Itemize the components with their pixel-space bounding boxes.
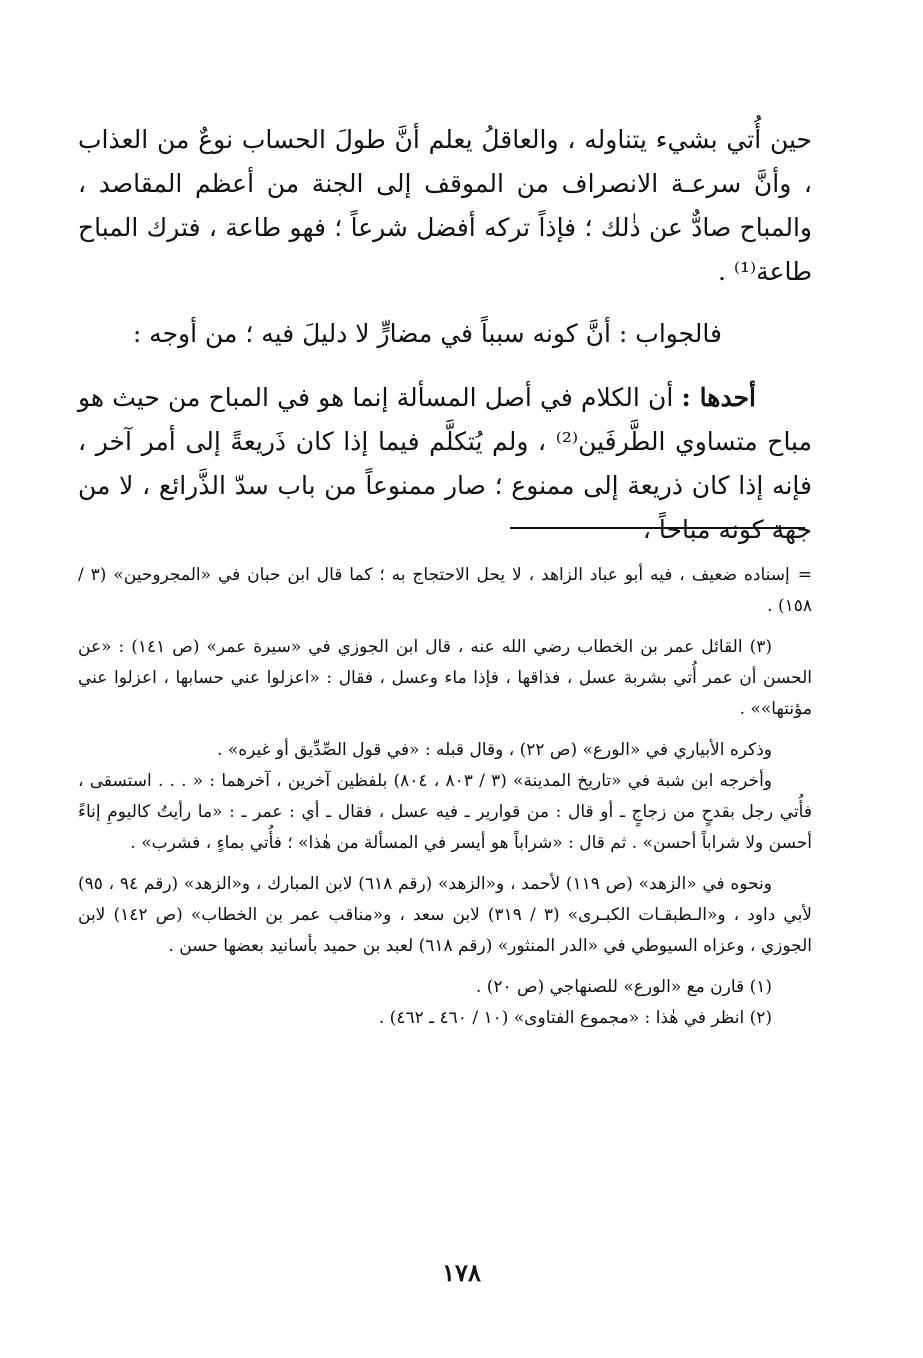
footnote-3-mention: وذكره الأبياري في «الورع» (ص ٢٢) ، وقال قبله : «في قول الصِّدِّيق أو غيره» . bbox=[217, 740, 772, 760]
footnote-3-ibn-shabba: وأخرجه ابن شبة في «تاريخ المدينة» (٣ / ٨٠٣ ، ٨٠٤) بلفظين آخرين ، آخرهما : « . . . استسقى ، فأُتي رجل بقدحٍ من زجاجٍ ـ أو قال : من قوارير ـ فيه عسل ، فقال ـ أي : عمر ـ : «ما رأيتُ كاليومِ إناءً أحسن ولا شراباً أحسن» . ثم قال : «شراباً هو أيسر في المسألة من هٰذا» ؛ فأُتي بماءٍ ، فشرب» . bbox=[78, 771, 812, 853]
first-aspect-lead: أحدها : bbox=[681, 383, 756, 412]
footnote-1: (١) قارن مع «الورع» للصنهاجي (ص ٢٠) . bbox=[475, 977, 772, 997]
footnote-3-similar: ونحوه في «الزهد» (ص ١١٩) لأحمد ، و«الزهد» (رقم ٦١٨) لابن المبارك ، و«الزهد» (رقم ٩٤ ، ٩٥) لأبي داود ، و«الـطبقـات الكبـرى» (٣ / ٣١٩) لابن سعد ، و«مناقب عمر بن الخطاب» (ص ١٤٢) لابن الجوزي ، وعزاه السيوطي في «الدر المنثور» (رقم ٦١٨) لعبد بن حميد بأسانيد بعضها حسن . bbox=[78, 874, 812, 956]
main-text bbox=[78, 118, 812, 552]
paragraph-1: حين أُتي بشيء يتناوله ، والعاقلُ يعلم أنَّ طولَ الحساب نوعٌ من العذاب ، وأنَّ سرعـة الانصراف من الموقف إلى الجنة من أعظم المقاصد ، والمباح صادٌّ عن ذٰلك ؛ فإذاً تركه أفضل شرعاً ؛ فهو طاعة ، فترك المباح طاعة⁽¹⁾ . bbox=[78, 125, 812, 286]
footnote-2: (٢) انظر في هٰذا : «مجموع الفتاوى» (١٠ / ٤٦٠ ـ ٤٦٢) . bbox=[378, 1008, 772, 1028]
footnotes bbox=[78, 560, 812, 1034]
footnote-3: (٣) القائل عمر بن الخطاب رضي الله عنه ، قال ابن الجوزي في «سيرة عمر» (ص ١٤١) : «عن الحسن أن عمر أُتي بشربة عسل ، فذاقها ، فإذا ماء وعسل ، فقال : «اعزلوا عني حسابها ، اعزلوا عني مؤنتها»» . bbox=[78, 637, 812, 719]
footnote-continuation-text: إسناده ضعيف ، فيه أبو عباد الزاهد ، لا يحل الاحتجاج به ؛ كما قال ابن حبان في «المجروحين» (٣ / ١٥٨) . bbox=[78, 565, 812, 616]
footnote-continuation bbox=[78, 560, 812, 622]
paragraph-first-aspect bbox=[78, 376, 812, 552]
continuation-marker: = bbox=[797, 565, 812, 585]
paragraph-answer: فالجواب : أنَّ كونه سبباً في مضارٍّ لا دليلَ فيه ؛ من أوجه : bbox=[132, 319, 722, 348]
page-number: ١٧٨ bbox=[442, 1258, 481, 1287]
footnote-separator bbox=[510, 527, 805, 529]
first-aspect-text: أن الكلام في أصل المسألة إنما هو في المباح من حيث هو مباح متساوي الطَّرفَين⁽²⁾ ، ولم يُتكلَّم فيما إذا كان ذَريعةً إلى أمر آخر ، فإنه إذا كان ذريعة إلى ممنوع ؛ صار ممنوعاً من باب سدّ الذَّرائع ، لا من جهة كونه مباحاً ، bbox=[78, 383, 812, 544]
